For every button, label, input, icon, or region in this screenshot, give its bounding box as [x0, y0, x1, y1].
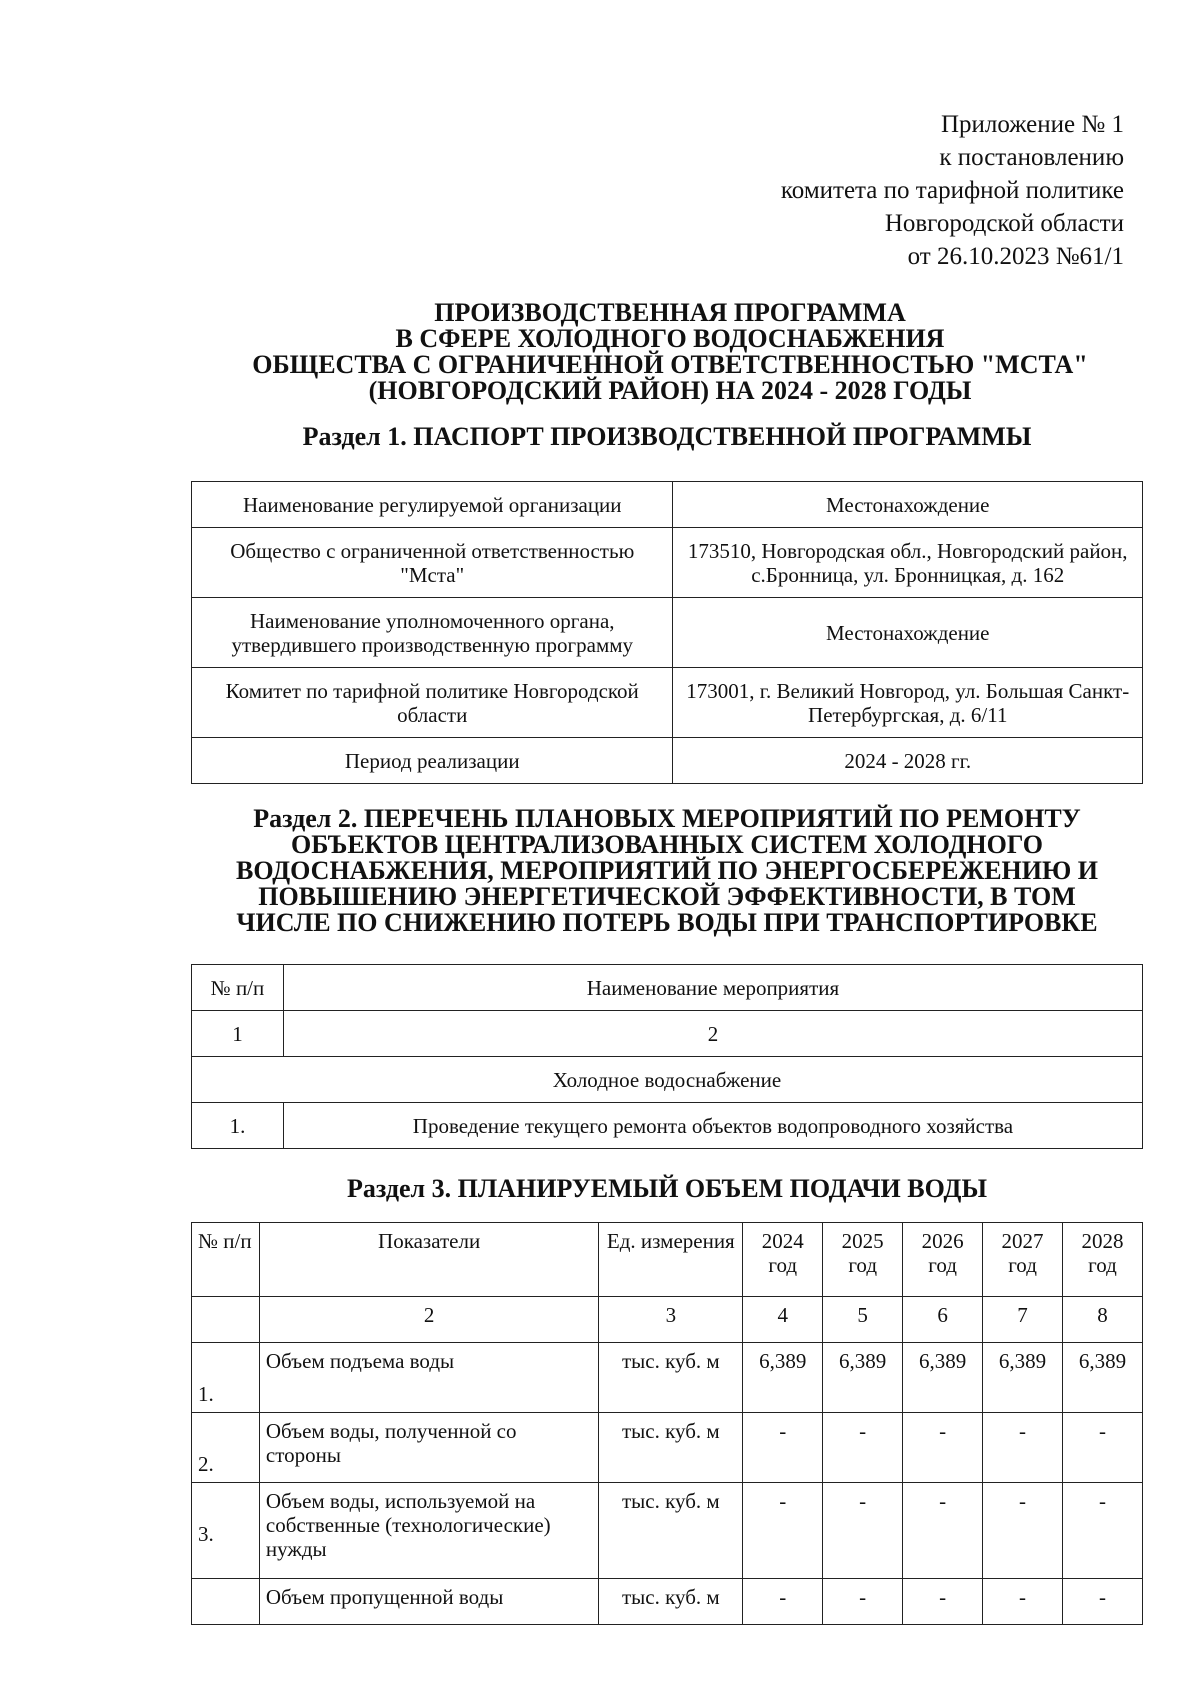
table-cell: тыс. куб. м	[599, 1483, 743, 1579]
table-cell	[192, 1579, 260, 1625]
table-cell: -	[743, 1483, 823, 1579]
section3-heading: Раздел 3. ПЛАНИРУЕМЫЙ ОБЪЕМ ПОДАЧИ ВОДЫ	[347, 1174, 987, 1203]
table-header-cell: Показатели	[259, 1223, 599, 1297]
table-header-cell: 2027 год	[983, 1223, 1063, 1297]
table-row	[192, 965, 1143, 1011]
title-line: (НОВГОРОДСКИЙ РАЙОН) НА 2024 - 2028 ГОДЫ	[368, 376, 972, 405]
table-row	[192, 1297, 1143, 1343]
table-header-cell: № п/п	[192, 1223, 260, 1297]
table-cell: -	[1063, 1579, 1143, 1625]
table-cell: Наименование регулируемой организации	[192, 482, 673, 528]
table-cell: 2.	[192, 1413, 260, 1483]
table-cell: 6,389	[983, 1343, 1063, 1413]
table-cell: 8	[1063, 1297, 1143, 1343]
table-cell: Наименование уполномоченного органа, утвердившего производственную программу	[192, 598, 673, 668]
table-row	[192, 1483, 1143, 1579]
table-cell: -	[983, 1579, 1063, 1625]
volume-table	[191, 1222, 1143, 1625]
section2-heading-line: Раздел 2. ПЕРЕЧЕНЬ ПЛАНОВЫХ МЕРОПРИЯТИЙ ПО РЕМОНТУ	[253, 804, 1081, 833]
measures-table	[191, 964, 1143, 1149]
table-cell: -	[823, 1413, 903, 1483]
table-header-cell: 2025 год	[823, 1223, 903, 1297]
passport-table	[191, 481, 1143, 784]
title-line: В СФЕРЕ ХОЛОДНОГО ВОДОСНАБЖЕНИЯ	[395, 324, 945, 353]
section2-heading-line: ЧИСЛЕ ПО СНИЖЕНИЮ ПОТЕРЬ ВОДЫ ПРИ ТРАНСПОРТИРОВКЕ	[236, 908, 1098, 937]
table-row	[192, 738, 1143, 784]
table-row	[192, 668, 1143, 738]
section2-heading-line: ОБЪЕКТОВ ЦЕНТРАЛИЗОВАННЫХ СИСТЕМ ХОЛОДНОГО	[291, 830, 1043, 859]
title-line: ОБЩЕСТВА С ОГРАНИЧЕННОЙ ОТВЕТСТВЕННОСТЬЮ "МСТА"	[252, 350, 1088, 379]
table-cell: -	[743, 1579, 823, 1625]
table-header-cell: 2024 год	[743, 1223, 823, 1297]
table-row	[192, 1011, 1143, 1057]
table-header-cell: Наименование мероприятия	[283, 965, 1142, 1011]
table-cell: Период реализации	[192, 738, 673, 784]
table-cell: 2	[283, 1011, 1142, 1057]
table-cell: 173001, г. Великий Новгород, ул. Большая Санкт-Петербургская, д. 6/11	[673, 668, 1143, 738]
table-header-cell: 2026 год	[903, 1223, 983, 1297]
appendix-line: комитета по тарифной политике	[780, 177, 1124, 204]
table-cell: 173510, Новгородская обл., Новгородский район, с.Бронница, ул. Бронницкая, д. 162	[673, 528, 1143, 598]
table-cell: 6,389	[1063, 1343, 1143, 1413]
table-header-cell: 2028 год	[1063, 1223, 1143, 1297]
table-cell: тыс. куб. м	[599, 1343, 743, 1413]
table-cell: тыс. куб. м	[599, 1413, 743, 1483]
section2-heading-line: ВОДОСНАБЖЕНИЯ, МЕРОПРИЯТИЙ ПО ЭНЕРГОСБЕРЕЖЕНИЮ И	[235, 856, 1098, 885]
table-header-cell: № п/п	[192, 965, 284, 1011]
table-cell: -	[1063, 1483, 1143, 1579]
table-cell: Объем воды, полученной со стороны	[259, 1413, 599, 1483]
table-row	[192, 1223, 1143, 1297]
table-cell: 1	[192, 1011, 284, 1057]
section2-heading-line: ПОВЫШЕНИЮ ЭНЕРГЕТИЧЕСКОЙ ЭФФЕКТИВНОСТИ, В ТОМ	[258, 882, 1076, 911]
table-cell: Объем пропущенной воды	[259, 1579, 599, 1625]
section1-heading: Раздел 1. ПАСПОРТ ПРОИЗВОДСТВЕННОЙ ПРОГРАММЫ	[302, 422, 1032, 451]
document-title	[190, 300, 1150, 404]
table-row	[192, 1343, 1143, 1413]
table-row	[192, 1579, 1143, 1625]
appendix-line: к постановлению	[939, 144, 1124, 171]
table-cell: Проведение текущего ремонта объектов водопроводного хозяйства	[283, 1103, 1142, 1149]
table-row	[192, 1413, 1143, 1483]
table-cell: -	[903, 1413, 983, 1483]
appendix-line: Новгородской области	[884, 210, 1124, 237]
table-cell: Местонахождение	[673, 482, 1143, 528]
group-cell: Холодное водоснабжение	[192, 1057, 1143, 1103]
table-cell: -	[903, 1483, 983, 1579]
table-cell: -	[983, 1413, 1063, 1483]
table-cell: -	[903, 1579, 983, 1625]
table-cell: -	[1063, 1413, 1143, 1483]
title-line: ПРОИЗВОДСТВЕННАЯ ПРОГРАММА	[434, 298, 906, 327]
table-row	[192, 528, 1143, 598]
table-cell: 2	[259, 1297, 599, 1343]
table-cell: Местонахождение	[673, 598, 1143, 668]
table-row	[192, 1103, 1143, 1149]
appendix-block	[781, 108, 1124, 273]
table-cell: 2024 - 2028 гг.	[673, 738, 1143, 784]
table-cell: Объем подъема воды	[259, 1343, 599, 1413]
table-cell: 1.	[192, 1103, 284, 1149]
table-cell: 7	[983, 1297, 1063, 1343]
table-cell: -	[743, 1413, 823, 1483]
table-cell: Объем воды, используемой на собственные (технологические) нужды	[259, 1483, 599, 1579]
appendix-line: от 26.10.2023 №61/1	[907, 243, 1124, 270]
table-cell	[192, 1297, 260, 1343]
table-cell: 5	[823, 1297, 903, 1343]
table-row	[192, 482, 1143, 528]
appendix-line: Приложение № 1	[940, 111, 1124, 138]
table-cell: 4	[743, 1297, 823, 1343]
table-cell: 3.	[192, 1483, 260, 1579]
section2-heading	[191, 806, 1143, 936]
table-cell: 3	[599, 1297, 743, 1343]
table-cell: тыс. куб. м	[599, 1579, 743, 1625]
table-cell: -	[823, 1483, 903, 1579]
table-row	[192, 1057, 1143, 1103]
table-cell: 6,389	[903, 1343, 983, 1413]
table-cell: Общество с ограниченной ответственностью "Мста"	[192, 528, 673, 598]
table-cell: 6,389	[743, 1343, 823, 1413]
table-cell: 6,389	[823, 1343, 903, 1413]
table-cell: Комитет по тарифной политике Новгородской области	[192, 668, 673, 738]
table-cell: 6	[903, 1297, 983, 1343]
table-cell: 1.	[192, 1343, 260, 1413]
table-row	[192, 598, 1143, 668]
table-cell: -	[823, 1579, 903, 1625]
table-header-cell: Ед. измерения	[599, 1223, 743, 1297]
table-cell: -	[983, 1483, 1063, 1579]
